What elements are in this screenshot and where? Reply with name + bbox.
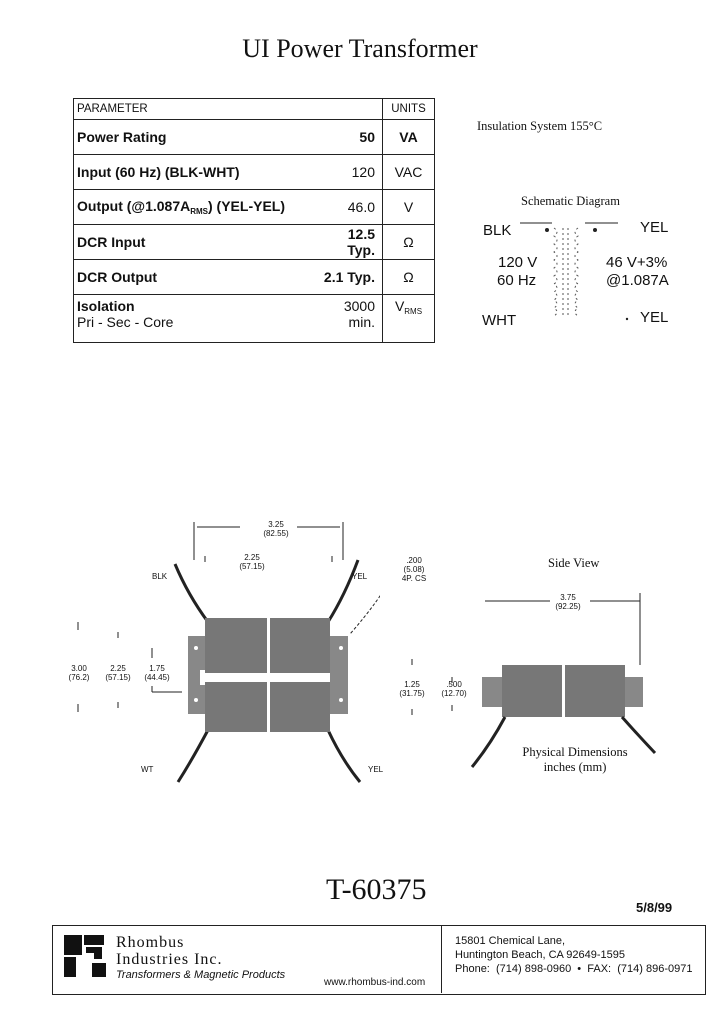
- unit-output: V: [383, 190, 435, 225]
- table-row: [74, 260, 435, 295]
- rhombus-logo: [64, 933, 110, 981]
- value-input: 120: [320, 155, 383, 190]
- lead-blk: BLK: [152, 572, 168, 581]
- dim-200: .200 (5.08) 4P. CS: [401, 556, 427, 583]
- value-output: 46.0: [320, 190, 383, 225]
- company-name-1: Rhombus: [116, 934, 185, 951]
- spec-table: [73, 98, 435, 343]
- schematic-wht: WHT: [482, 312, 517, 329]
- dim-375: 3.75 (92.25): [555, 593, 581, 611]
- schematic-secondary-current: @1.087A: [606, 272, 669, 289]
- dim-225-vertical: 2.25 (57.15): [105, 664, 131, 682]
- lead-wht: WT: [141, 765, 154, 774]
- table-row: [74, 155, 435, 190]
- physical-dimensions-note: Physical Dimensions inches (mm): [522, 745, 628, 774]
- dim-175: 1.75 (44.45): [144, 664, 170, 682]
- param-power-rating: Power Rating: [74, 120, 321, 155]
- schematic-secondary-voltage: 46 V+3%: [606, 254, 668, 271]
- footer-divider: [441, 925, 442, 993]
- value-isolation: 3000 min.: [320, 295, 383, 343]
- page-title: UI Power Transformer: [242, 34, 478, 63]
- schematic-blk: BLK: [483, 222, 512, 239]
- table-row: [74, 225, 435, 260]
- phone-fax: Phone: (714) 898-0960 • FAX: (714) 896-0971: [455, 963, 693, 975]
- schematic-primary-freq: 60 Hz: [497, 272, 537, 289]
- address-line-2: Huntington Beach, CA 92649-1595: [455, 949, 626, 961]
- table-header: [74, 99, 435, 120]
- schematic-primary-voltage: 120 V: [498, 254, 538, 271]
- schematic-windings: [510, 216, 630, 326]
- side-view-title: Side View: [548, 556, 600, 570]
- part-number: T-60375: [326, 873, 427, 906]
- company-tagline: Transformers & Magnetic Products: [116, 969, 286, 981]
- dim-225: 2.25 (57.15): [239, 553, 265, 571]
- value-dcr-output: 2.1 Typ.: [320, 260, 383, 295]
- schematic-title: Schematic Diagram: [521, 194, 620, 208]
- header-parameter: PARAMETER: [74, 99, 383, 120]
- table-row: [74, 190, 435, 225]
- dim-125: 1.25 (31.75): [399, 680, 425, 698]
- param-input: Input (60 Hz) (BLK-WHT): [74, 155, 321, 190]
- address-line-1: 15801 Chemical Lane,: [455, 935, 566, 947]
- dim-300: 3.00 (76.2): [68, 664, 90, 682]
- unit-dcr-output: Ω: [383, 260, 435, 295]
- unit-dcr-input: Ω: [383, 225, 435, 260]
- param-output: Output $(@1.087A_{RMS})$ (YEL-YEL): [74, 190, 321, 225]
- unit-power-rating: VA: [383, 120, 435, 155]
- schematic-yel-top: YEL: [640, 219, 669, 236]
- unit-input: VAC: [383, 155, 435, 190]
- front-view-drawing: [60, 510, 380, 800]
- table-row: [74, 295, 435, 343]
- param-dcr-input: DCR Input: [74, 225, 321, 260]
- table-row: [74, 120, 435, 155]
- header-units: UNITS: [383, 99, 435, 120]
- company-name-2: Industries Inc.: [116, 951, 223, 968]
- value-power-rating: 50: [320, 120, 383, 155]
- dim-500: .500 (12.70): [441, 680, 467, 698]
- date: 5/8/99: [636, 900, 673, 915]
- lead-yel-bottom: YEL: [368, 765, 384, 774]
- website: www.rhombus-ind.com: [324, 977, 426, 988]
- param-dcr-output: DCR Output: [74, 260, 321, 295]
- dim-325: 3.25 (82.55): [263, 520, 289, 538]
- param-isolation: Isolation Pri - Sec - Core: [74, 295, 321, 343]
- lead-yel-top: YEL: [352, 572, 368, 581]
- value-dcr-input: 12.5 Typ.: [320, 225, 383, 260]
- insulation-system: Insulation System 155°C: [477, 119, 603, 133]
- unit-isolation: $V_{RMS}$: [383, 295, 435, 343]
- schematic-yel-bottom: YEL: [640, 309, 669, 326]
